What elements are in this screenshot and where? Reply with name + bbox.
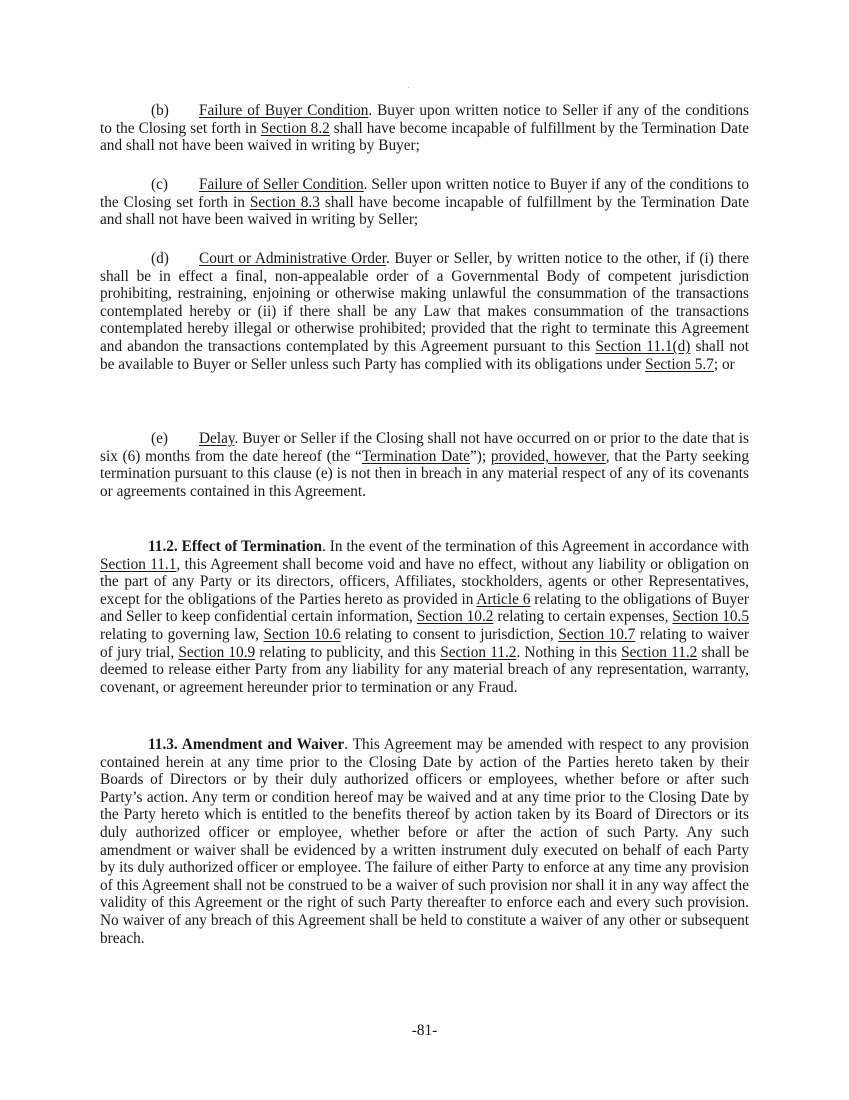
clause-e-label: (e) [151,430,168,447]
section-11-2: 11.2. Effect of Termination. In the event of the termination of this Agreement in accordance with Section 11.1, this Agreement shall become void and have no effect, without any liability or obligation on the part of any Party or its directors, officers, Affiliates, stockholders, agents or other Representatives, except for the obligations of the Parties hereto as provided in Article 6 relating to the obligations of Buyer and Seller to keep confidential certain information, Section 10.2 relating to certain expenses, Section 10.5 relating to governing law, Section 10.6 relating to consent to jurisdiction, Section 10.7 relating to waiver of jury trial, Section 10.9 relating to publicity, and this Section 11.2. Nothing in this Section 11.2 shall be deemed to release either Party from any liability for any material breach of any representation, warranty, covenant, or agreement hereunder prior to termination or any Fraud. [100,538,750,696]
section-11-2-heading: 11.2. Effect of Termination [148,538,323,555]
section-11-3-heading: 11.3. Amendment and Waiver [148,736,345,753]
clause-b-label: (b) [151,102,169,119]
section-11-3: 11.3. Amendment and Waiver. This Agreement may be amended with respect to any provision contained herein at any time prior to the Closing Date by action of the Parties hereto taken by their Boards of Directors or by their duly authorized officers or employees, whether before or after such Party’s action. Any term or condition hereof may be waived and at any time prior to the Closing Date by the Party hereto which is entitled to the benefits thereof by action taken by its Board of Directors or its duly authorized officer or employee, whether before or after the action of such Party. Any such amendment or waiver shall be evidenced by a written instrument duly executed on behalf of each Party by its duly authorized officer or employee. The failure of either Party to enforce at any time any provision of this Agreement shall not be construed to be a waiver of such provision nor shall it in any way affect the validity of this Agreement or the right of such Party thereafter to enforce each and every such provision. No waiver of any breach of this Agreement shall be held to constitute a waiver of any other or subsequent breach. [100,736,749,947]
ref-section-11-1: Section 11.1 [100,555,177,573]
ref-section-11-2-a: Section 11.2 [440,643,517,661]
clause-e: (e) Delay. Buyer or Seller if the Closing shall not have occurred on or prior to the date that is six (6) months from the date hereof (the “Termination Date”); provided, however, that the Party seeking termination pursuant to this clause (e) is not then in breach in any material respect of any of its covenants or agreements contained in this Agreement. [100,430,750,500]
scan-speck [408,87,409,88]
clause-b: (b) Failure of Buyer Condition. Buyer upon written notice to Seller if any of the conditions to the Closing set forth in Section 8.2 shall have become incapable of fulfillment by the Termination Date and shall not have been waived in writing by Buyer; [100,102,750,155]
clause-d: (d) Court or Administrative Order. Buyer or Seller, by written notice to the other, if (i) there shall be in effect a final, non-appealable order of a Governmental Body of competent jurisdiction prohibiting, restraining, enjoining or otherwise making unlawful the consummation of the transactions contemplated hereby or (ii) if there shall be any Law that makes consummation of the transactions contemplated hereby illegal or otherwise prohibited; provided that the right to terminate this Agreement and abandon the transactions contemplated by this Agreement pursuant to this Section 11.1(d) shall not be available to Buyer or Seller unless such Party has complied with its obligations under Section 5.7; or [100,250,749,373]
clause-c: (c) Failure of Seller Condition. Seller upon written notice to Buyer if any of the conditions to the Closing set forth in Section 8.3 shall have become incapable of fulfillment by the Termination Date and shall not have been waived in writing by Seller; [100,176,750,229]
clause-b-ref-section-8-2: Section 8.2 [260,119,330,137]
clause-e-title: Delay [199,430,235,447]
ref-section-10-7: Section 10.7 [558,625,636,643]
clause-c-title: Failure of Seller Condition [199,176,364,193]
clause-b-title: Failure of Buyer Condition [199,102,369,119]
ref-section-11-2-b: Section 11.2 [621,643,698,661]
ref-section-10-6: Section 10.6 [263,625,341,643]
ref-section-10-9: Section 10.9 [178,643,256,661]
clause-d-ref-section-11-1-d: Section 11.1(d) [595,337,691,355]
ref-article-6: Article 6 [476,590,531,608]
clause-c-label: (c) [151,176,168,193]
clause-d-label: (d) [151,250,169,267]
ref-section-10-5: Section 10.5 [672,608,749,626]
ref-section-10-2: Section 10.2 [416,608,494,626]
clause-d-title: Court or Administrative Order [199,250,386,267]
clause-d-ref-section-5-7: Section 5.7 [645,355,714,373]
page-number: -81- [411,1022,438,1039]
clause-e-proviso: provided, however [490,447,606,465]
clause-e-defined-term: Termination Date [361,447,470,465]
clause-c-ref-section-8-3: Section 8.3 [249,193,320,211]
